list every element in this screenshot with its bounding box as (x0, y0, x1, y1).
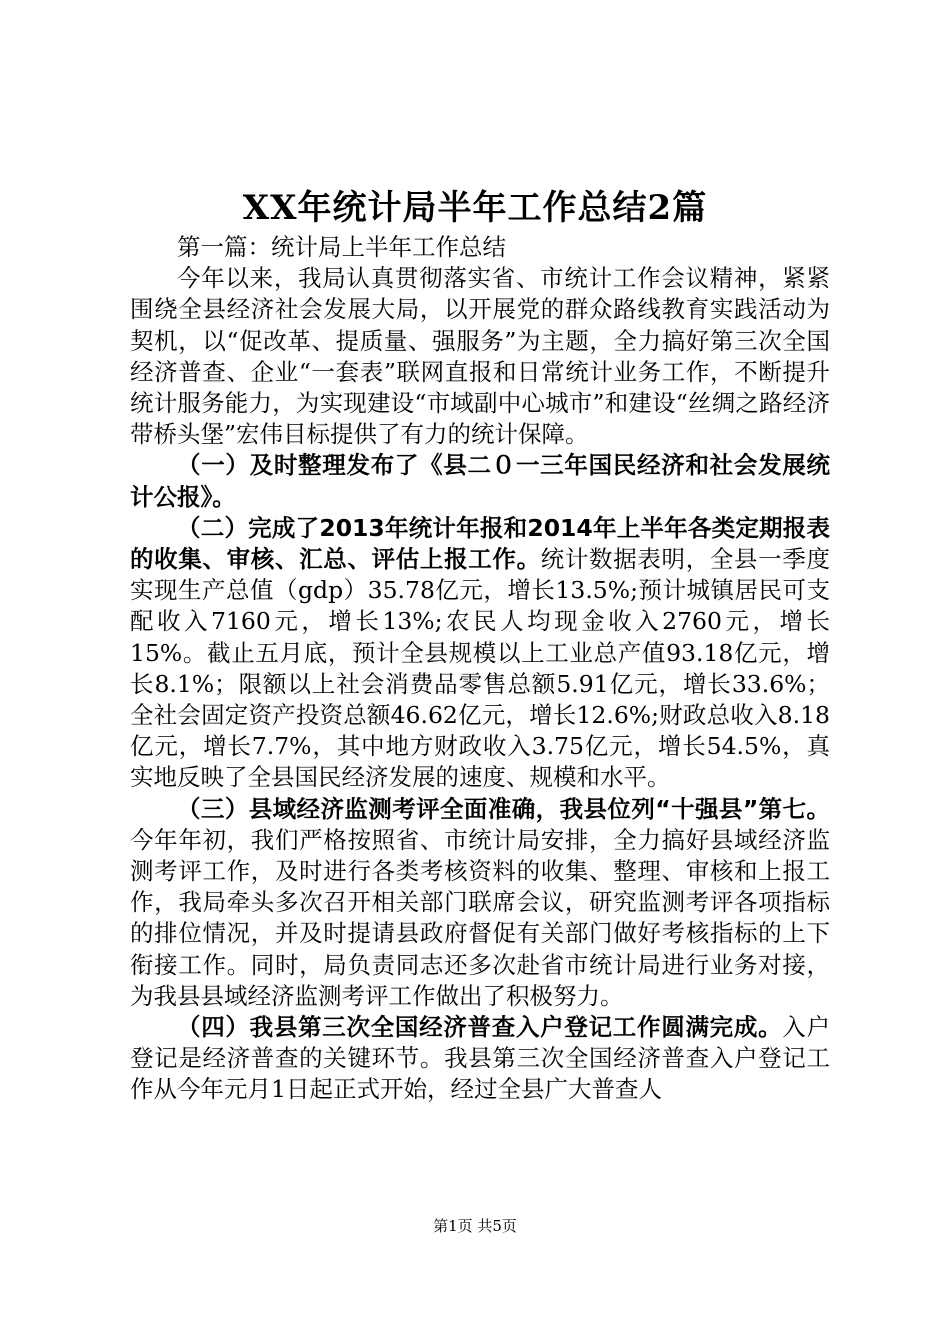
item-body-4: 入户登记是经济普查的关键环节。我县第三次全国经济普查入户登记工作从今年元月1日起正式开始，经过全县广大普查人 (130, 1013, 831, 1104)
intro-paragraph: 今年以来，我局认真贯彻落实省、市统计工作会议精神，紧紧围绕全县经济社会发展大局，以开展党的群众路线教育实践活动为契机，以“促改革、提质量、强服务”为主题，全力搞好第三次全国经济普查、企业“一套表”联网直报和日常统计业务工作，不断提升统计服务能力，为实现建设“市域副中心城市”和建设“丝绸之路经济带桥头堡”宏伟目标提供了有力的统计保障。 (130, 264, 830, 449)
item-heading-2: （二）完成了2013年统计年报和2014年上半年各类定期报表的收集、审核、汇总、评估上报工作。 (130, 513, 830, 574)
item-heading-4: （四）我县第三次全国经济普查入户登记工作圆满完成。 (177, 1013, 783, 1042)
page-number-footer: 第1页 共5页 (433, 1217, 517, 1235)
item-heading-1: （一）及时整理发布了《县二０一三年国民经济和社会发展统计公报》。 (130, 451, 830, 511)
document-title: XX年统计局半年工作总结2篇 (242, 188, 708, 228)
section-heading: 第一篇：统计局上半年工作总结 (177, 233, 506, 261)
item-body-2: 统计数据表明，全县一季度实现生产总值（gdp）35.78亿元，增长13.5%;预计城镇居民可支配收入7160元，增长13%;农民人均现金收入2760元，增长15%。截止五月底，预计全县规模以上工业总产值93.18亿元，增长8.1%；限额以上社会消费品零售总额5.91亿元，增长33.6%；全社会固定资产投资总额46.62亿元，增长12.6%;财政总收入8.18亿元，增长7.7%，其中地方财政收入3.75亿元，增长54.5%，真实地反映了全县国民经济发展的速度、规模和水平。 (130, 545, 831, 792)
item-paragraph-1 (130, 450, 830, 512)
document-body (130, 232, 830, 1106)
item-heading-3: （三）县域经济监测考评全面准确，我县位列“十强县”第七。 (177, 794, 830, 823)
item-body-3: 今年年初，我们严格按照省、市统计局安排，全力搞好县域经济监测考评工作，及时进行各类考核资料的收集、整理、审核和上报工作，我局牵头多次召开相关部门联席会议，研究监测考评各项指标的排位情况，并及时提请县政府督促有关部门做好考核指标的上下衔接工作。同时，局负责同志还多次赴省市统计局进行业务对接，为我县县域经济监测考评工作做出了积极努力。 (130, 825, 830, 1010)
item-paragraph-3 (130, 794, 830, 1012)
item-paragraph-2 (130, 513, 830, 794)
item-paragraph-4 (130, 1012, 830, 1106)
